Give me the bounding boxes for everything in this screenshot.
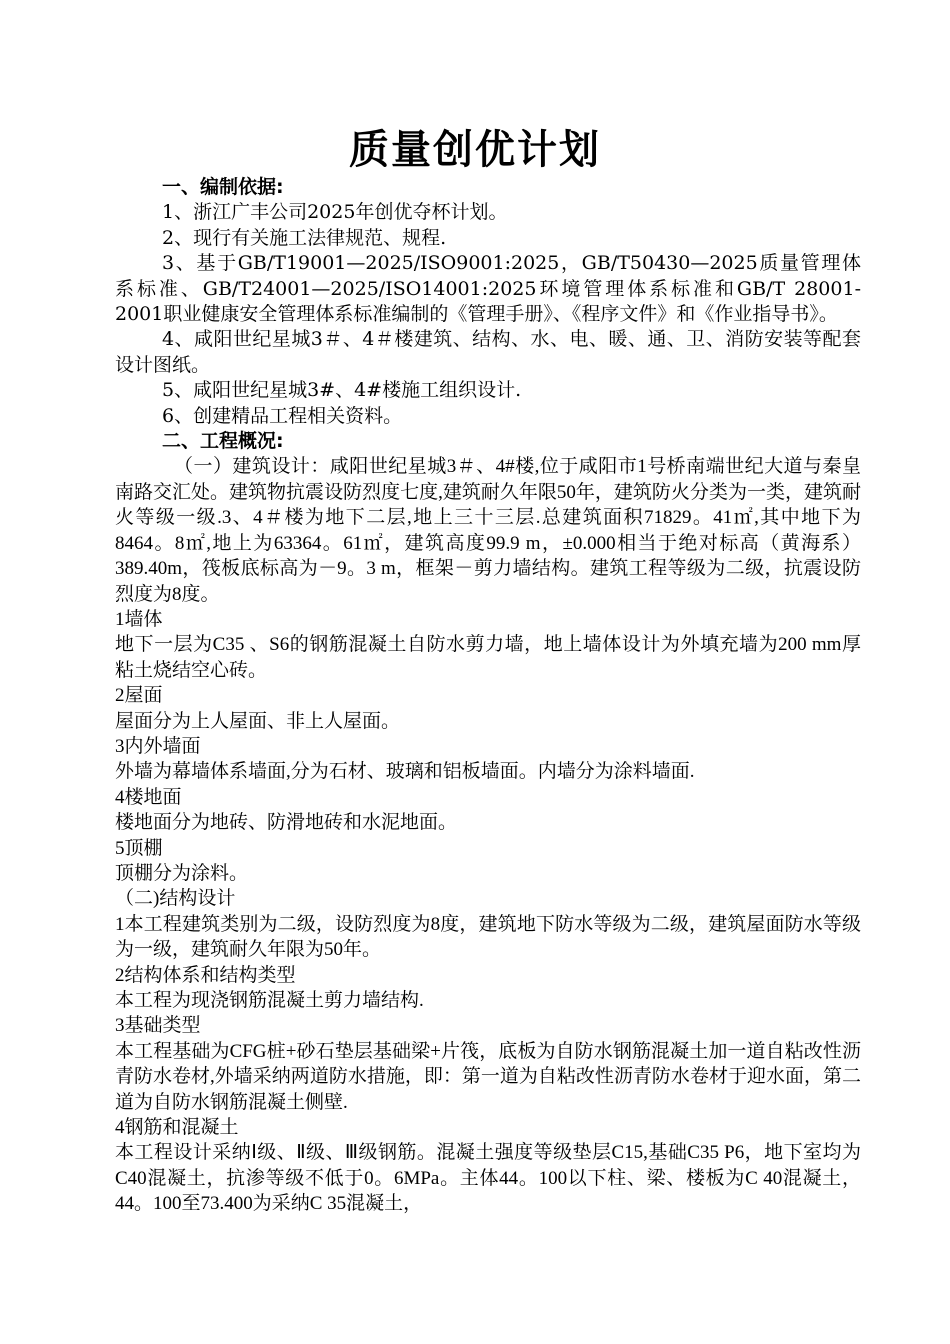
section-heading-overview: 二、工程概况: [162, 430, 284, 453]
basis-item-3: 3、基于GB/T19001—2025/ISO9001:2025，GB/T50430—2025质量管理体系标准、GB/T24001—2025/ISO14001:2025环境管理体系标准和GB/T 28001-2001职业健康安全管理体系标准编制的《管理手册》、《程序文件》和《作业指导书》。 [115, 252, 861, 326]
basis-item-2: 2、现行有关施工法律规范、规程. [162, 226, 447, 249]
rebar-concrete-text: 本工程设计采纳Ⅰ级、Ⅱ级、Ⅲ级钢筋。混凝土强度等级垫层C15,基础C35 P6，地下室均为C40混凝土，抗渗等级不低于0。6MPa。主体44。100以下柱、梁、楼板为C 40混凝土，44。100至73.400为采纳C 35混凝土， [115, 1142, 861, 1215]
section-heading-basis: 一、编制依据: [162, 176, 284, 198]
basis-item-4: 4、咸阳世纪星城3＃、4＃楼建筑、结构、水、电、暖、通、卫、消防安装等配套设计图纸。 [115, 328, 861, 376]
page-title: 质量创优计划 [349, 127, 601, 173]
wall-surface-heading: 3内外墙面 [115, 735, 201, 757]
ceiling-text: 顶棚分为涂料。 [115, 862, 249, 884]
structure-item-1: 1本工程建筑类别为二级，设防烈度为8度，建筑地下防水等级为二级，建筑屋面防水等级为一级，建筑耐久年限为50年。 [115, 913, 861, 961]
document-body [115, 175, 861, 1217]
structure-design-heading: （二)结构设计 [115, 888, 236, 910]
floor-heading: 4楼地面 [115, 786, 182, 808]
structure-system-text: 本工程为现浇钢筋混凝土剪力墙结构. [115, 990, 424, 1011]
architecture-design-paragraph: （一）建筑设计：咸阳世纪星城3＃、4#楼,位于咸阳市1号桥南端世纪大道与秦皇南路交汇处。建筑物抗震设防烈度七度,建筑耐久年限50年，建筑防火分类为一类，建筑耐火等级一级.3、4＃楼为地下二层,地上三十三层.总建筑面积71829。41㎡,其中地下为8464。8㎡,地上为63364。61㎡，建筑高度99.9 m，±0.000相当于绝对标高（黄海系）389.40m，筏板底标高为－9。3 m，框架－剪力墙结构。建筑工程等级为二级，抗震设防烈度为8度。 [115, 456, 861, 605]
wall-heading: 1墙体 [115, 608, 163, 630]
basis-item-6: 6、创建精品工程相关资料。 [162, 404, 403, 427]
rebar-concrete-heading: 4钢筋和混凝土 [115, 1117, 239, 1139]
structure-system-heading: 2结构体系和结构类型 [115, 964, 296, 986]
basis-item-5: 5、咸阳世纪星城3#、4#楼施工组织设计. [162, 379, 522, 402]
ceiling-heading: 5顶棚 [115, 837, 163, 859]
wall-text: 地下一层为C35 、S6的钢筋混凝土自防水剪力墙，地上墙体设计为外填充墙为200 mm厚粘土烧结空心砖。 [115, 634, 861, 681]
roof-heading: 2屋面 [115, 685, 163, 707]
foundation-text: 本工程基础为CFG桩+砂石垫层基础梁+片筏，底板为自防水钢筋混凝土加一道自粘改性沥青防水卷材,外墙采纳两道防水措施，即：第一道为自粘改性沥青防水卷材于迎水面，第二道为自防水钢筋混凝土侧壁. [115, 1040, 861, 1113]
foundation-heading: 3基础类型 [115, 1015, 201, 1037]
roof-text: 屋面分为上人屋面、非上人屋面。 [115, 710, 401, 732]
floor-text: 楼地面分为地砖、防滑地砖和水泥地面。 [115, 812, 458, 834]
wall-surface-text: 外墙为幕墙体系墙面,分为石材、玻璃和铝板墙面。内墙分为涂料墙面. [115, 761, 695, 783]
basis-item-1: 1、浙江广丰公司2025年创优夺杯计划。 [162, 201, 508, 224]
